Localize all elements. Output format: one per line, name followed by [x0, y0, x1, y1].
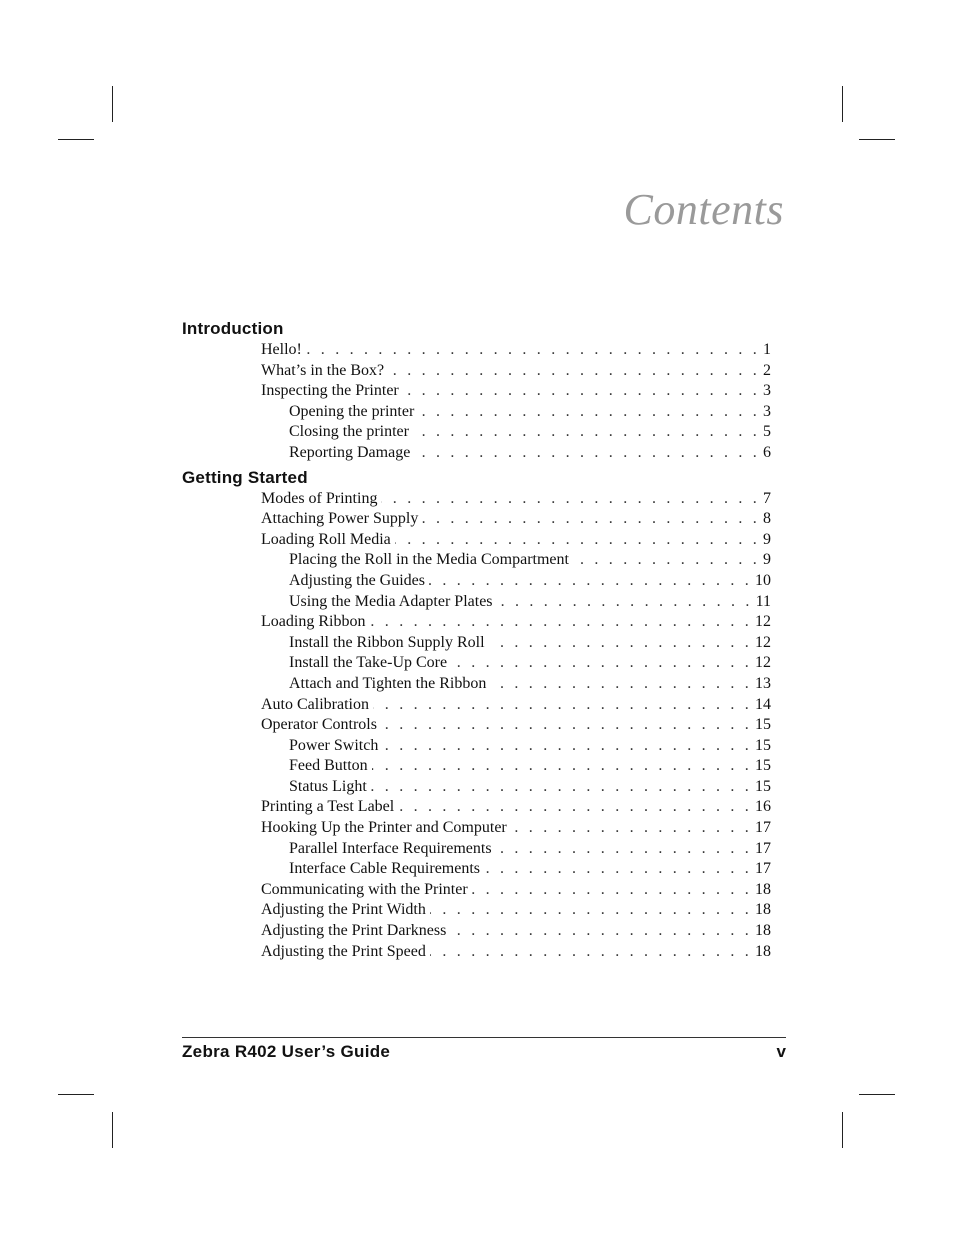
toc-subentry[interactable]: [289, 736, 771, 757]
toc-entry-label: Modes of Printing: [261, 489, 378, 507]
toc-entry-label: Attaching Power Supply: [261, 510, 419, 528]
footer-title: Zebra R402 User’s Guide: [182, 1042, 391, 1061]
dot-leader: [398, 797, 752, 818]
toc-entry-page: 1: [763, 341, 771, 358]
toc-entry-label: Attach and Tighten the Ribbon: [289, 674, 487, 692]
dot-leader: [371, 777, 752, 798]
dot-leader: [472, 880, 752, 901]
toc-entry[interactable]: [261, 818, 771, 839]
toc-entry-page: 3: [763, 382, 771, 400]
dot-leader: [381, 715, 752, 736]
toc-entry-label: Adjusting the Guides: [289, 571, 425, 589]
dot-leader: [403, 381, 760, 402]
dot-leader: [372, 756, 752, 777]
toc-entry-page: 6: [763, 443, 771, 461]
toc-entry-page: 9: [763, 551, 771, 569]
toc-entry-page: 10: [755, 571, 771, 589]
dot-leader: [422, 509, 760, 530]
table-of-contents: [182, 318, 771, 962]
toc-entry-label: Hooking Up the Printer and Computer: [261, 819, 507, 837]
toc-entry-page: 12: [755, 613, 771, 631]
dot-leader: [373, 695, 752, 716]
dot-leader: [429, 571, 752, 592]
toc-entry[interactable]: [261, 381, 771, 402]
crop-mark-top-right-vertical: [842, 86, 843, 122]
toc-subentry[interactable]: [289, 839, 771, 860]
page-title: Contents: [623, 185, 784, 234]
toc-entry-label: Feed Button: [289, 757, 368, 775]
crop-mark-top-left-horizontal: [58, 139, 94, 140]
dot-leader: [450, 921, 752, 942]
toc-entry-label: Interface Cable Requirements: [289, 860, 481, 878]
toc-entry-page: 9: [763, 530, 771, 548]
toc-subentry[interactable]: [289, 633, 771, 654]
dot-leader: [430, 942, 752, 963]
toc-entry[interactable]: [261, 921, 771, 942]
dot-leader: [496, 839, 752, 860]
toc-entry-label: Operator Controls: [261, 716, 377, 734]
dot-leader: [418, 402, 760, 423]
crop-mark-bottom-right-horizontal: [859, 1094, 895, 1095]
toc-subentry[interactable]: [289, 592, 771, 613]
toc-entry-label: Inspecting the Printer: [261, 382, 399, 400]
toc-entry-page: 3: [763, 402, 771, 420]
footer-divider: [182, 1037, 786, 1038]
toc-entry-label: Status Light: [289, 777, 367, 795]
toc-entry[interactable]: [261, 489, 771, 510]
footer-page-number: v: [776, 1042, 786, 1061]
toc-entry-label: Closing the printer: [289, 423, 409, 441]
toc-entry-label: Reporting Damage: [289, 443, 411, 461]
dot-leader: [497, 592, 753, 613]
toc-subentry[interactable]: [289, 777, 771, 798]
toc-entry-page: 18: [755, 880, 771, 898]
toc-entry-label: Power Switch: [289, 736, 379, 754]
toc-entry[interactable]: [261, 715, 771, 736]
toc-entry-page: 15: [755, 757, 771, 775]
toc-entry-page: 8: [763, 510, 771, 528]
dot-leader: [414, 443, 760, 464]
dot-leader: [489, 633, 752, 654]
toc-entry-label: Install the Take-Up Core: [289, 654, 448, 672]
toc-entry[interactable]: [261, 340, 771, 361]
toc-subentry[interactable]: [289, 422, 771, 443]
toc-entry[interactable]: [261, 695, 771, 716]
toc-entry-label: Adjusting the Print Darkness: [261, 922, 447, 940]
toc-entry-page: 18: [755, 922, 771, 940]
crop-mark-bottom-right-vertical: [842, 1112, 843, 1148]
crop-mark-top-right-horizontal: [859, 139, 895, 140]
toc-entry[interactable]: [261, 509, 771, 530]
crop-mark-bottom-left-vertical: [112, 1112, 113, 1148]
toc-subentry[interactable]: [289, 443, 771, 464]
toc-entry[interactable]: [261, 361, 771, 382]
toc-entry-page: 11: [755, 592, 771, 610]
toc-entry-page: 2: [763, 361, 771, 379]
toc-entry-label: Install the Ribbon Supply Roll: [289, 633, 485, 651]
section-heading-getting-started: Getting Started: [182, 467, 308, 487]
toc-entry[interactable]: [261, 797, 771, 818]
toc-entry-label: Communicating with the Printer: [261, 880, 468, 898]
toc-entry-label: Adjusting the Print Width: [261, 901, 426, 919]
toc-entry[interactable]: [261, 612, 771, 633]
toc-entry[interactable]: [261, 942, 771, 963]
dot-leader: [388, 361, 760, 382]
toc-entry-page: 12: [755, 654, 771, 672]
toc-entry-page: 13: [755, 674, 771, 692]
toc-subentry[interactable]: [289, 859, 771, 880]
dot-leader: [451, 653, 752, 674]
dot-leader: [382, 736, 752, 757]
toc-entry[interactable]: [261, 880, 771, 901]
toc-subentry[interactable]: [289, 653, 771, 674]
toc-entry-label: Printing a Test Label: [261, 798, 395, 816]
toc-entry-label: Opening the printer: [289, 402, 415, 420]
toc-entry-page: 16: [755, 798, 771, 816]
dot-leader: [573, 550, 760, 571]
toc-entry-label: Adjusting the Print Speed: [261, 942, 426, 960]
dot-leader: [395, 530, 760, 551]
toc-subentry[interactable]: [289, 402, 771, 423]
toc-subentry[interactable]: [289, 550, 771, 571]
dot-leader: [369, 612, 752, 633]
toc-entry[interactable]: [261, 530, 771, 551]
toc-entry-page: 17: [755, 839, 771, 857]
toc-entry-page: 5: [763, 423, 771, 441]
crop-mark-bottom-left-horizontal: [58, 1094, 94, 1095]
section-heading-introduction: Introduction: [182, 319, 284, 338]
toc-entry-label: Loading Ribbon: [261, 613, 366, 631]
toc-entry-page: 18: [755, 942, 771, 960]
toc-entry-label: Hello!: [261, 341, 302, 358]
toc-entry-label: Using the Media Adapter Plates: [289, 592, 493, 610]
toc-entry-label: Auto Calibration: [261, 695, 369, 713]
toc-subentry[interactable]: [289, 756, 771, 777]
toc-entry-page: 14: [755, 695, 771, 713]
dot-leader: [511, 818, 752, 839]
dot-leader: [306, 340, 760, 361]
toc-entry-page: 17: [755, 860, 771, 878]
toc-entry-page: 15: [755, 716, 771, 734]
toc-entry-page: 12: [755, 633, 771, 651]
toc-subentry[interactable]: [289, 571, 771, 592]
dot-leader: [490, 674, 752, 695]
toc-entry-page: 17: [755, 819, 771, 837]
toc-entry-label: What’s in the Box?: [261, 361, 385, 379]
toc-entry-page: 7: [763, 489, 771, 507]
crop-mark-top-left-vertical: [112, 86, 113, 122]
toc-entry-page: 18: [755, 901, 771, 919]
toc-entry-page: 15: [755, 736, 771, 754]
toc-entry-page: 15: [755, 777, 771, 795]
toc-entry[interactable]: [261, 900, 771, 921]
toc-subentry[interactable]: [289, 674, 771, 695]
dot-leader: [381, 489, 760, 510]
toc-entry-label: Loading Roll Media: [261, 530, 391, 548]
dot-leader: [430, 900, 752, 921]
toc-entry-label: Parallel Interface Requirements: [289, 839, 492, 857]
dot-leader: [484, 859, 752, 880]
toc-entry-label: Placing the Roll in the Media Compartment: [289, 551, 569, 569]
dot-leader: [413, 422, 760, 443]
